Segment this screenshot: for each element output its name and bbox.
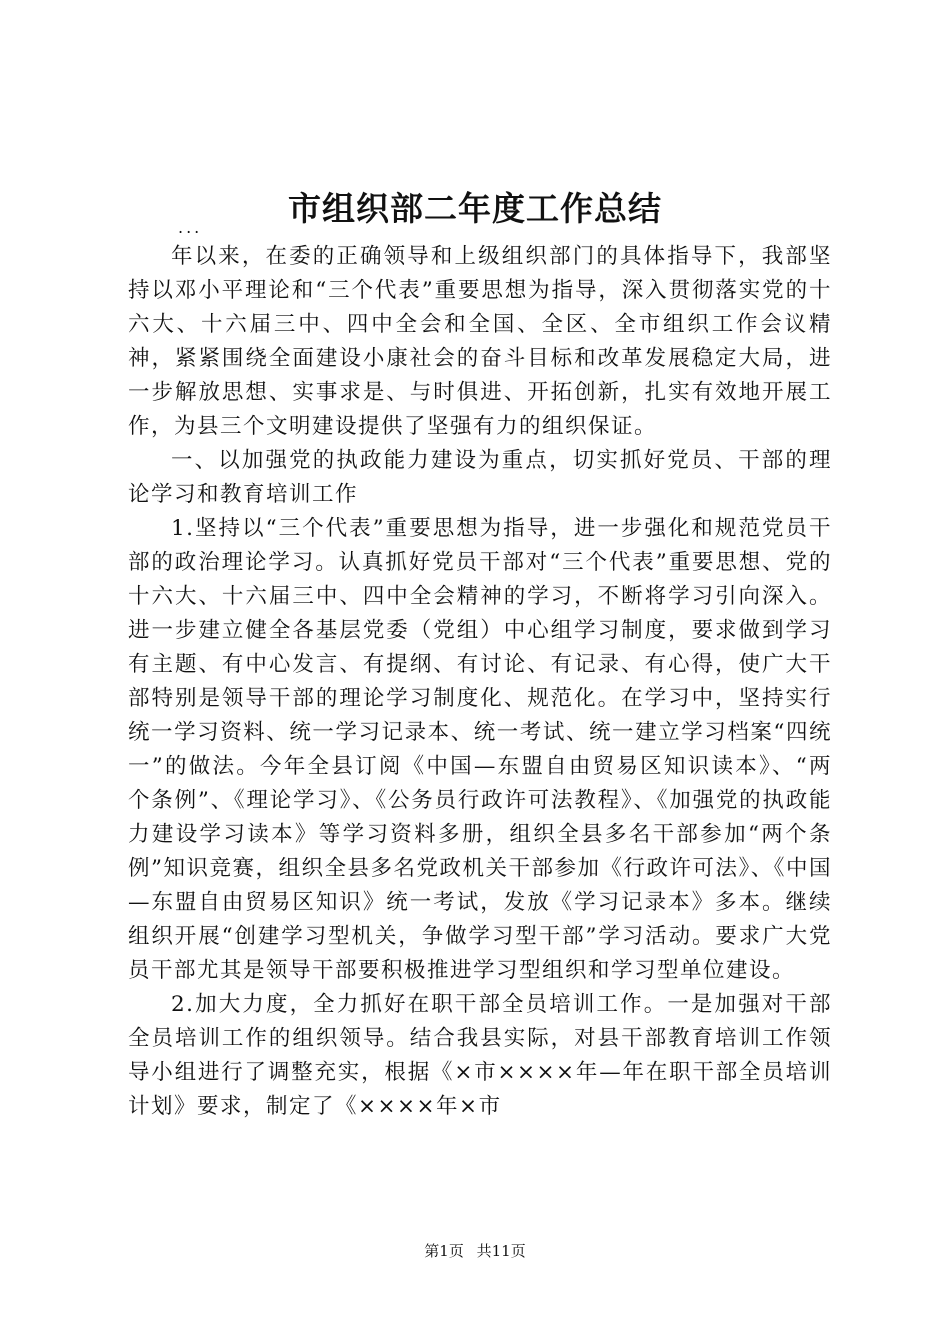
ellipsis-marker: ...	[178, 218, 203, 237]
document-body	[128, 240, 832, 1124]
page-total: 共11页	[476, 1242, 526, 1260]
paragraph-item-2: 2.加大力度，全力抓好在职干部全员培训工作。一是加强对干部全员培训工作的组织领导。结合我县实际，对县干部教育培训工作领导小组进行了调整充实，根据《×市××××年—年在职干部全员培训计划》要求，制定了《××××年×市	[128, 992, 832, 1119]
paragraph-item-1: 1.坚持以“三个代表”重要思想为指导，进一步强化和规范党员干部的政治理论学习。认真抓好党员干部对“三个代表”重要思想、党的十六大、十六届三中、四中全会精神的学习，不断将学习引向深入。进一步建立健全各基层党委（党组）中心组学习制度，要求做到学习有主题、有中心发言、有提纲、有讨论、有记录、有心得，使广大干部特别是领导干部的理论学习制度化、规范化。在学习中，坚持实行统一学习资料、统一学习记录本、统一考试、统一建立学习档案“四统一”的做法。今年全县订阅《中国—东盟自由贸易区知识读本》、“两个条例”、《理论学习》、《公务员行政许可法教程》、《加强党的执政能力建设学习读本》等学习资料多册，组织全县多名干部参加“两个条例”知识竞赛，组织全县多名党政机关干部参加《行政许可法》、《中国—东盟自由贸易区知识》统一考试，发放《学习记录本》多本。继续组织开展“创建学习型机关，争做学习型干部”学习活动。要求广大党员干部尤其是领导干部要积极推进学习型组织和学习型单位建设。	[128, 516, 832, 983]
page-number: 第1页	[424, 1242, 464, 1260]
page-footer	[0, 1240, 950, 1262]
paragraph-intro: 年以来，在委的正确领导和上级组织部门的具体指导下，我部坚持以邓小平理论和“三个代表”重要思想为指导，深入贯彻落实党的十六大、十六届三中、四中全会和全国、全区、全市组织工作会议精神，紧紧围绕全面建设小康社会的奋斗目标和改革发展稳定大局，进一步解放思想、实事求是、与时俱进、开拓创新，扎实有效地开展工作，为县三个文明建设提供了坚强有力的组织保证。	[128, 244, 832, 439]
document-title: 市组织部二年度工作总结	[288, 189, 662, 228]
paragraph-section-heading: 一、以加强党的执政能力建设为重点，切实抓好党员、干部的理论学习和教育培训工作	[128, 448, 832, 507]
